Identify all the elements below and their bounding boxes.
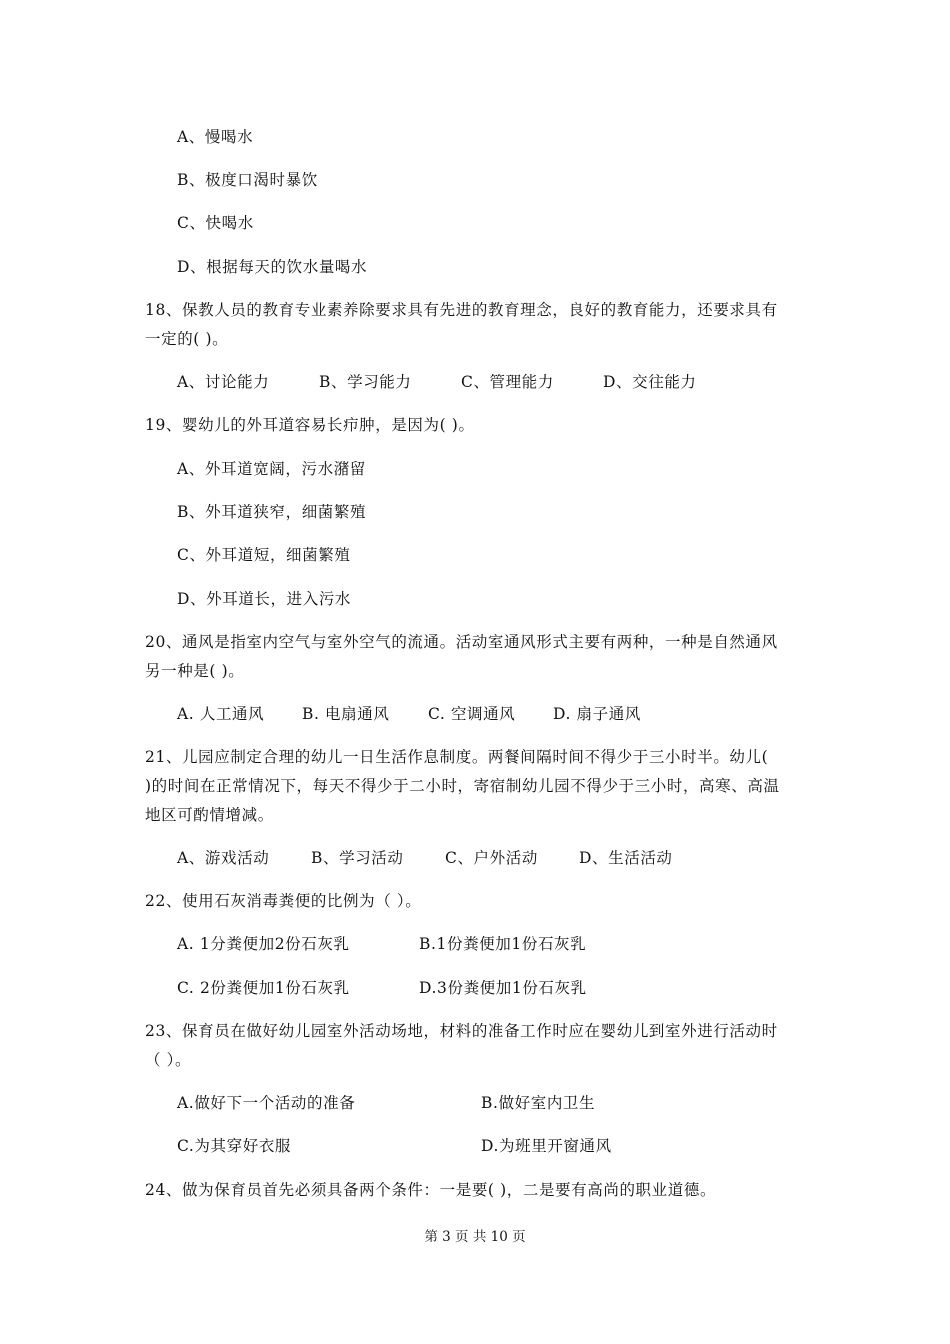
q23-stem-line1: 23、保育员在做好幼儿园室外活动场地，材料的准备工作时应在婴幼儿到室外进行活动时 — [145, 1022, 778, 1040]
q21-stem-line2: )的时间在正常情况下，每天不得少于二小时，寄宿制幼儿园不得少于三小时，高寒、高温 — [145, 777, 780, 795]
q21-option-d: D、生活活动 — [579, 849, 673, 867]
q18-option-c: C、管理能力 — [461, 373, 554, 391]
q23-option-b: B.做好室内卫生 — [481, 1094, 596, 1112]
q20-option-c: C. 空调通风 — [428, 705, 516, 723]
q22-option-a: A. 1分粪便加2份石灰乳 — [177, 935, 350, 953]
q21-stem-line3: 地区可酌情增减。 — [145, 806, 274, 824]
q17-option-b: B、极度口渴时暴饮 — [177, 171, 318, 189]
q18-stem-line2: 一定的( )。 — [145, 330, 229, 348]
q20-option-b: B. 电扇通风 — [302, 705, 390, 723]
q17-option-d: D、根据每天的饮水量喝水 — [177, 258, 368, 276]
q21-stem-line1: 21、儿园应制定合理的幼儿一日生活作息制度。两餐间隔时间不得少于三小时半。幼儿( — [145, 748, 769, 766]
q22-option-c: C. 2份粪便加1份石灰乳 — [177, 979, 350, 997]
q19-option-d: D、外耳道长，进入污水 — [177, 590, 352, 608]
q18-option-d: D、交往能力 — [603, 373, 697, 391]
q20-stem-line1: 20、通风是指室内空气与室外空气的流通。活动室通风形式主要有两种，一种是自然通风 — [145, 633, 778, 651]
q19-option-b: B、外耳道狭窄，细菌繁殖 — [177, 503, 367, 521]
q21-option-b: B、学习活动 — [311, 849, 404, 867]
q23-option-a: A.做好下一个活动的准备 — [177, 1094, 356, 1112]
page-footer: 第 3 页 共 10 页 — [424, 1229, 526, 1245]
q20-option-d: D. 扇子通风 — [553, 705, 641, 723]
q21-option-c: C、户外活动 — [445, 849, 538, 867]
q23-stem-line2: （ ）。 — [145, 1051, 192, 1069]
q17-option-a: A、慢喝水 — [177, 128, 254, 146]
q19-stem: 19、婴幼儿的外耳道容易长疖肿，是因为( )。 — [145, 416, 475, 434]
q22-option-b: B.1份粪便加1份石灰乳 — [419, 935, 587, 953]
q18-option-a: A、讨论能力 — [177, 373, 270, 391]
q20-stem-line2: 另一种是( )。 — [145, 662, 245, 680]
q20-option-a: A. 人工通风 — [177, 705, 265, 723]
q22-stem: 22、使用石灰消毒粪便的比例为（ ）。 — [145, 892, 422, 910]
q23-option-c: C.为其穿好衣服 — [177, 1137, 292, 1155]
q17-option-c: C、快喝水 — [177, 214, 254, 232]
q18-stem-line1: 18、保教人员的教育专业素养除要求具有先进的教育理念，良好的教育能力，还要求具有 — [145, 301, 778, 319]
q19-option-a: A、外耳道宽阔，污水潴留 — [177, 460, 366, 478]
q23-option-d: D.为班里开窗通风 — [481, 1137, 612, 1155]
q21-option-a: A、游戏活动 — [177, 849, 270, 867]
q18-option-b: B、学习能力 — [319, 373, 412, 391]
q24-stem: 24、做为保育员首先必须具备两个条件：一是要( )，二是要有高尚的职业道德。 — [145, 1181, 717, 1199]
q22-option-d: D.3份粪便加1份石灰乳 — [419, 979, 587, 997]
q19-option-c: C、外耳道短，细菌繁殖 — [177, 546, 351, 564]
